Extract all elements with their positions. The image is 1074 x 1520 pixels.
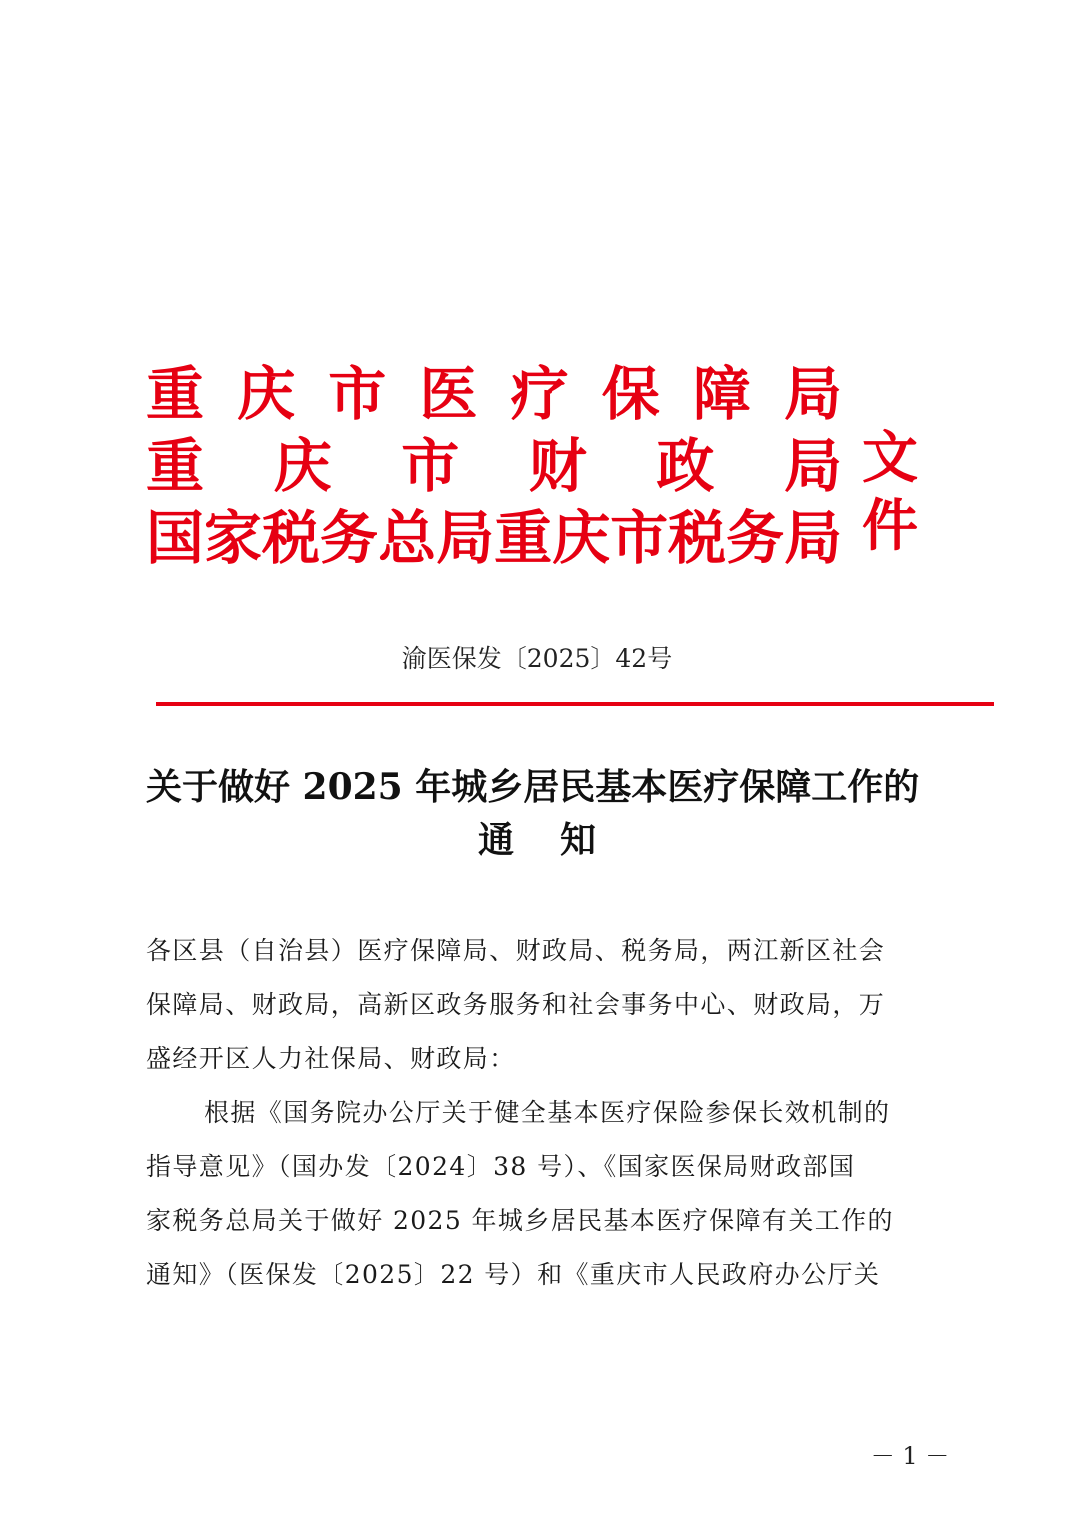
issuer-medical-security-bureau [146, 360, 842, 428]
issuer-char: 庆 [273, 432, 332, 500]
body-line: 根据《国务院办公厅关于健全基本医疗保险参保长效机制的 [204, 1098, 891, 1127]
red-divider-line [156, 702, 994, 706]
issuer-finance-bureau [146, 432, 842, 500]
issuer-char: 税 [668, 504, 727, 572]
issuer-char: 重 [494, 504, 553, 572]
issuer-char: 国 [146, 504, 205, 572]
issuer-char: 局 [783, 432, 842, 500]
body-line: 指导意见》（国办发〔2024〕38 号）、《国家医保局财政部国 [146, 1152, 856, 1181]
issuer-char: 局 [436, 504, 495, 572]
page-number: － 1 － [870, 1442, 950, 1470]
body-paragraph [146, 1086, 942, 1302]
addressee-paragraph [146, 924, 942, 1086]
issuer-char: 市 [401, 432, 460, 500]
issuer-char: 重 [146, 432, 205, 500]
issuer-tax-bureau [146, 504, 842, 572]
issuer-char: 局 [784, 504, 843, 572]
body-line: 家税务总局关于做好 2025 年城乡居民基本医疗保障有关工作的 [146, 1206, 894, 1235]
issuer-char: 局 [783, 360, 842, 428]
issuer-char: 障 [692, 360, 751, 428]
issuer-char: 市 [328, 360, 387, 428]
issuer-char: 庆 [552, 504, 611, 572]
title-char: 知 [560, 819, 597, 861]
body-line: 保障局、财政局，高新区政务服务和社会事务中心、财政局，万 [146, 990, 886, 1019]
issuer-char: 保 [601, 360, 660, 428]
issuer-char: 政 [656, 432, 715, 500]
body-line: 盛经开区人力社保局、财政局： [146, 1044, 516, 1073]
document-title-line-1: 关于做好 2025 年城乡居民基本医疗保障工作的 [146, 766, 920, 808]
issuer-char: 税 [262, 504, 321, 572]
issuer-char: 务 [726, 504, 785, 572]
issuer-char: 务 [320, 504, 379, 572]
issuer-char: 医 [419, 360, 478, 428]
body-line: 各区县（自治县）医疗保障局、财政局、税务局，两江新区社会 [146, 936, 886, 965]
issuer-char: 总 [378, 504, 437, 572]
issuer-char: 家 [204, 504, 263, 572]
document-title-line-2 [0, 815, 1074, 865]
body-line: 通知》（医保发〔2025〕22 号）和《重庆市人民政府办公厅关 [146, 1260, 881, 1289]
issuer-char: 疗 [510, 360, 569, 428]
document-number: 渝医保发〔2025〕42号 [401, 644, 673, 673]
issuer-char: 庆 [237, 360, 296, 428]
issuer-char: 财 [528, 432, 587, 500]
title-char: 通 [477, 819, 514, 861]
document-type-suffix: 文件 [862, 425, 920, 559]
issuer-char: 重 [146, 360, 205, 428]
issuer-char: 市 [610, 504, 669, 572]
issuing-authority-header [146, 360, 976, 580]
